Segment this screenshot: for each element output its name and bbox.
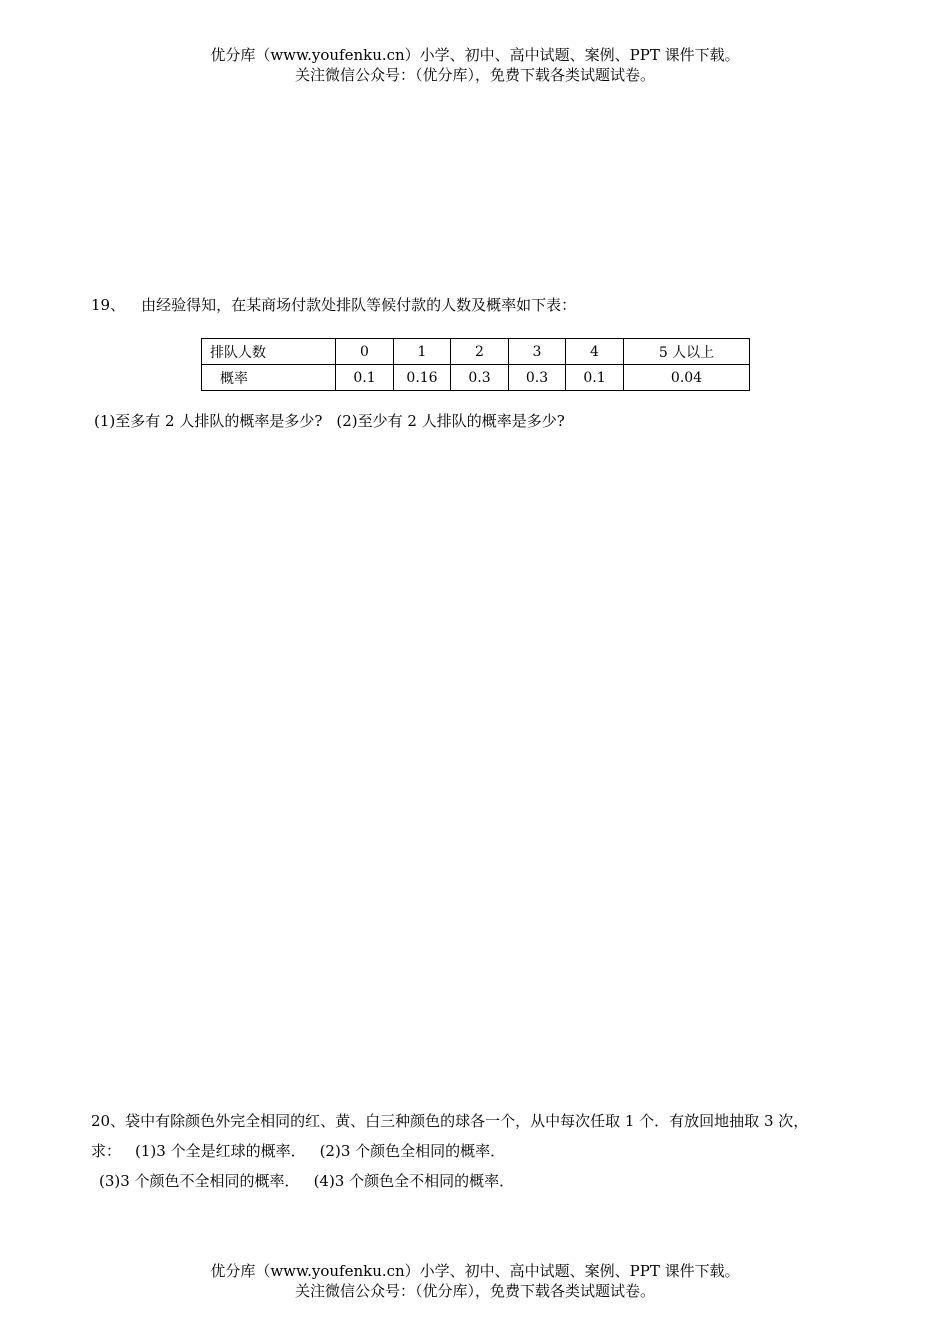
table-cell-prob-5plus: 0.04 [624, 365, 750, 391]
queue-probability-table [201, 338, 750, 391]
table-cell-count-2: 2 [451, 339, 509, 365]
table-cell-prob-2: 0.3 [451, 365, 509, 391]
table-cell-count-3: 3 [509, 339, 566, 365]
question-20 [91, 1106, 881, 1196]
table-cell-count-5plus: 5 人以上 [624, 339, 750, 365]
question-19-sub-1: (1)至多有 2 人排队的概率是多少? [94, 412, 323, 430]
table-cell-count-0: 0 [336, 339, 394, 365]
question-20-part-3: (3)3 个颜色不全相同的概率． [99, 1172, 300, 1190]
table-row-probability [202, 365, 750, 391]
question-19-stem [91, 294, 576, 316]
table-cell-count-label: 排队人数 [202, 339, 336, 365]
table-cell-prob-3: 0.3 [509, 365, 566, 391]
question-19-number: 19、 [91, 296, 126, 314]
table-row-queue-count [202, 339, 750, 365]
question-20-prefix: 求： [91, 1142, 122, 1160]
question-19-sub-2: (2)至少有 2 人排队的概率是多少? [336, 412, 565, 430]
table-cell-prob-0: 0.1 [336, 365, 394, 391]
table-cell-count-1: 1 [394, 339, 451, 365]
header-line-2: 关注微信公众号：（优分库），免费下载各类试题试卷。 [294, 66, 655, 84]
question-19-subquestions [94, 410, 565, 432]
footer-line-1: 优分库（www.youfenku.cn）小学、初中、高中试题、案例、PPT 课件下载。 [210, 1262, 740, 1280]
footer-line-2: 关注微信公众号：（优分库），免费下载各类试题试卷。 [294, 1282, 655, 1300]
question-19-text: 由经验得知，在某商场付款处排队等候付款的人数及概率如下表： [141, 296, 577, 314]
question-20-line-3 [91, 1166, 881, 1196]
question-20-part-4: (4)3 个颜色全不相同的概率． [313, 1172, 515, 1190]
question-20-part-1: (1)3 个全是红球的概率． [135, 1142, 306, 1160]
header-line-1: 优分库（www.youfenku.cn）小学、初中、高中试题、案例、PPT 课件下载。 [210, 46, 740, 64]
question-20-line-1: 20、袋中有除颜色外完全相同的红、黄、白三种颜色的球各一个，从中每次任取 1 个．有放回地抽取 3 次， [91, 1112, 809, 1130]
page-footer [0, 1261, 950, 1301]
table-cell-prob-1: 0.16 [394, 365, 451, 391]
table-cell-prob-4: 0.1 [566, 365, 624, 391]
table-cell-count-4: 4 [566, 339, 624, 365]
table-cell-prob-label: 概率 [202, 365, 336, 391]
page-header [0, 45, 950, 85]
question-20-part-2: (2)3 个颜色全相同的概率． [319, 1142, 506, 1160]
question-20-line-2 [91, 1136, 881, 1166]
